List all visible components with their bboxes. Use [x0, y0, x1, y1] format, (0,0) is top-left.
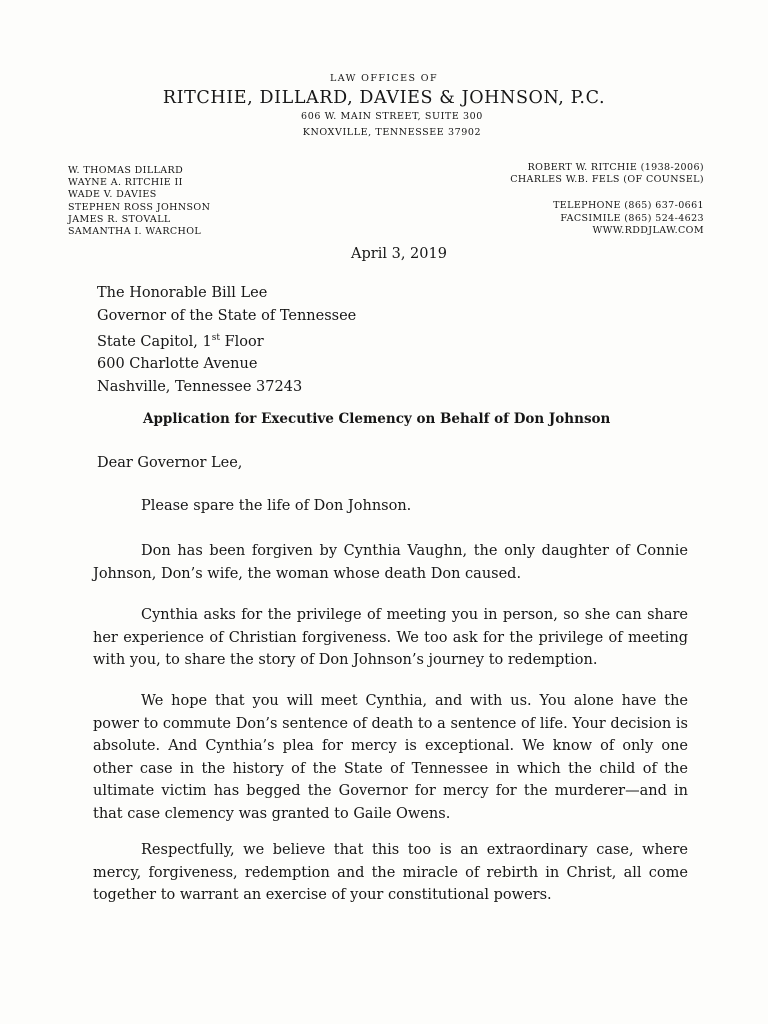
law-offices-of-label: LAW OFFICES OF — [329, 73, 438, 84]
recipient-title: Governor of the State of Tennessee — [97, 307, 357, 324]
attorney-name: JAMES R. STOVALL — [68, 213, 171, 225]
paragraph-text: We hope that you will meet Cynthia, and with us. You alone have the power to commute Don’s sentence of death to a sentence of life. Your decision is absolute. And Cynthia’s plea for mercy is exceptional. We know of only one other case in the history of the State of Tennessee in which the child of the ultimate victim has begged the Governor for mercy for the murderer—and in that case clemency was granted to Gaile Owens. — [93, 693, 688, 822]
facsimile-number: FACSIMILE (865) 524-4623 — [560, 212, 704, 224]
attorney-name: ROBERT W. RITCHIE (1938-2006) — [527, 162, 704, 173]
attorney-name: STEPHEN ROSS JOHNSON — [68, 201, 211, 213]
recipient-name: The Honorable Bill Lee — [97, 285, 268, 301]
subject-line: Application for Executive Clemency on Behalf of Don Johnson — [143, 411, 611, 427]
recipient-address-block — [97, 282, 356, 398]
attorney-name: WADE V. DAVIES — [68, 189, 157, 201]
recipient-building — [97, 327, 356, 353]
telephone-number: TELEPHONE (865) 637-0661 — [553, 200, 704, 212]
paragraph-text: Please spare the life of Don Johnson. — [141, 498, 412, 514]
body-paragraph — [93, 604, 688, 672]
attorney-list-right — [510, 162, 704, 237]
letter-date: April 3, 2019 — [351, 246, 447, 262]
paragraph-text: Cynthia asks for the privilege of meeting you in person, so she can share her experience of Christian forgiveness. We too ask for the privilege of meeting with you, to share the story of Don Johnson’s journey to redemption. — [93, 607, 688, 669]
attorney-name: CHARLES W.B. FELS (OF COUNSEL) — [510, 174, 704, 186]
body-paragraph — [93, 495, 688, 518]
website-url: WWW.RDDJLAW.COM — [592, 224, 704, 236]
recipient-building-text: State Capitol, 1 — [97, 333, 212, 350]
firm-address-city: KNOXVILLE, TENNESSEE 37902 — [302, 127, 482, 138]
salutation: Dear Governor Lee, — [97, 455, 243, 471]
attorney-name: WAYNE A. RITCHIE II — [68, 177, 183, 189]
body-paragraph — [93, 839, 688, 907]
firm-address-street: 606 W. MAIN STREET, SUITE 300 — [301, 111, 483, 122]
paragraph-text: Respectfully, we believe that this too is an extraordinary case, where mercy, forgiveness, redemption and the miracle of rebirth in Christ, all come together to warrant an exercise of your constitutional powers. — [93, 842, 688, 904]
attorney-name: W. THOMAS DILLARD — [68, 165, 184, 176]
recipient-city: Nashville, Tennessee 37243 — [97, 378, 303, 395]
body-paragraph — [93, 540, 688, 585]
firm-name: RITCHIE, DILLARD, DAVIES & JOHNSON, P.C. — [162, 88, 606, 108]
paragraph-text: Don has been forgiven by Cynthia Vaughn, the only daughter of Connie Johnson, Don’s wife, the woman whose death Don caused. — [93, 543, 688, 582]
ordinal-suffix: st — [211, 333, 220, 343]
recipient-street: 600 Charlotte Avenue — [97, 356, 258, 373]
attorney-list-left — [68, 165, 210, 238]
recipient-floor-text: Floor — [219, 333, 264, 350]
body-paragraph — [93, 690, 688, 826]
attorney-name: SAMANTHA I. WARCHOL — [68, 226, 202, 238]
